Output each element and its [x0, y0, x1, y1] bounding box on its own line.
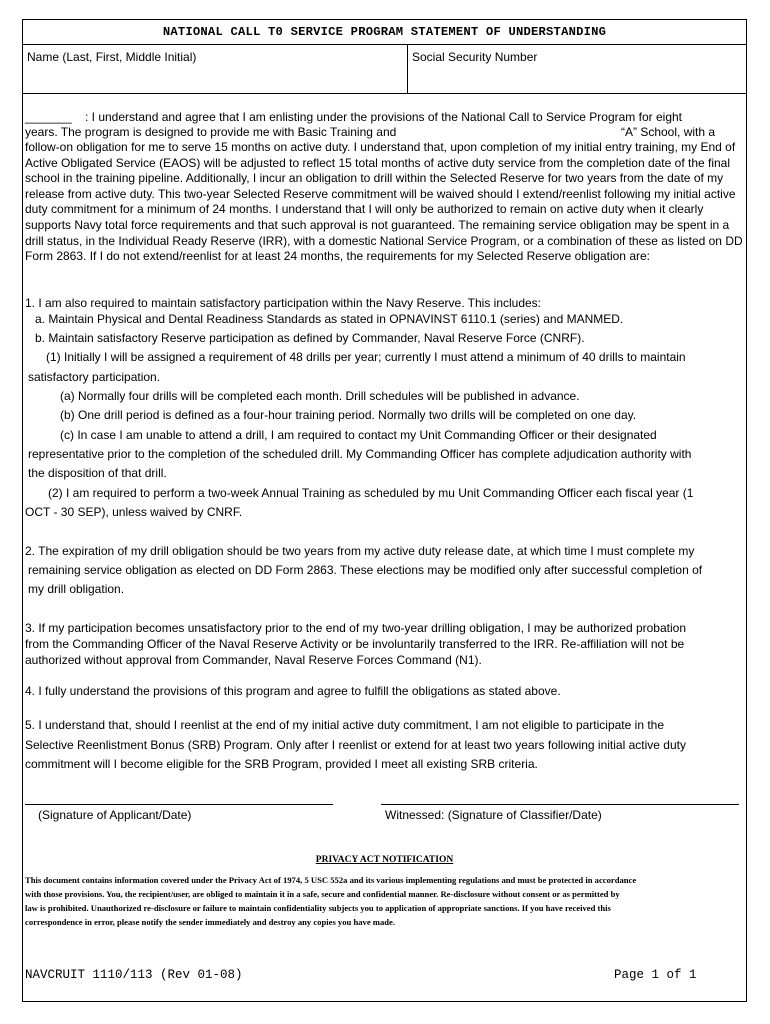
- form-number: NAVCRUIT 1110/113 (Rev 01-08): [25, 968, 243, 982]
- form-title: NATIONAL CALL T0 SERVICE PROGRAM STATEMENT OF UNDERSTANDING: [162, 25, 607, 39]
- header-divider: [22, 44, 747, 45]
- item-5-line1: 5. I understand that, should I reenlist at the end of my initial active duty commitment, I am not eligible to participate in the: [25, 718, 665, 732]
- name-field-label: Name (Last, First, Middle Initial): [27, 50, 197, 64]
- privacy-title: PRIVACY ACT NOTIFICATION: [315, 855, 454, 865]
- item-2-line2: remaining service obligation as elected on DD Form 2863. These elections may be modified only after successful completion of: [28, 563, 703, 577]
- item-1b1-line2: satisfactory participation.: [28, 370, 161, 384]
- intro-paragraph: follow-on obligation for me to serve 15 months on active duty. I understand that, upon completion of my initial entry training, my End of Active Obligated Service (EAOS) will be adjusted to reflect 15 total months of active duty service from the completion date of the final school in the training pipeline. Additionally, I incur an obligation to drill within the Selected Reserve for two years from the date of my release from active duty. This two-year Selected Reserve commitment will be waived should I extend/reenlist following my initial active duty commitment for a minimum of 24 months. I understand that I will only be authorized to remain on active duty when it clearly supports Navy total force requirements and that such approval is not guaranteed. The remaining service obligation may be spent in a drill status, in the Individual Ready Reserve (IRR), with a domestic National Service Program, or a combination of these as listed on DD Form 2863. If I do not extend/reenlist for at least 24 months, the requirements for my Selected Reserve obligation are:: [25, 140, 743, 264]
- item-3-line3: authorized without approval from Commander, Naval Reserve Forces Command (N1).: [25, 653, 482, 667]
- privacy-line-3: law is prohibited. Unauthorized re-disclosure or failure to maintain confidentiality subjects you to application of appropriate sanctions. If you have received this: [25, 903, 611, 913]
- page-number: Page 1 of 1: [614, 968, 697, 982]
- item-1b1c-line1: (c) In case I am unable to attend a drill, I am required to contact my Unit Commanding Officer or their designated: [60, 428, 657, 442]
- item-3-line1: 3. If my participation becomes unsatisfactory prior to the end of my two-year drilling obligation, I may be authorized probation: [25, 621, 687, 635]
- applicant-signature-label: (Signature of Applicant/Date): [38, 808, 192, 822]
- item-1b1a: (a) Normally four drills will be completed each month. Drill schedules will be published in advance.: [60, 389, 580, 403]
- privacy-line-2: with those provisions. You, the recipient/user, are obliged to maintain it in a safe, secure and confidential manner. Re-disclosure without consent or as permitted by: [25, 889, 620, 899]
- ssn-field-label: Social Security Number: [412, 50, 538, 64]
- item-1b: b. Maintain satisfactory Reserve participation as defined by Commander, Naval Reserve Force (CNRF).: [35, 331, 585, 345]
- intro-line-2a: years. The program is designed to provide me with Basic Training and: [25, 125, 397, 139]
- item-1: 1. I am also required to maintain satisfactory participation within the Navy Reserve. This includes:: [25, 296, 542, 310]
- applicant-signature-line[interactable]: [25, 804, 333, 805]
- item-5-line2: Selective Reenlistment Bonus (SRB) Program. Only after I reenlist or extend for at least two years following initial active duty: [25, 738, 686, 752]
- item-1b1-line1: (1) Initially I will be assigned a requirement of 48 drills per year; currently I must attend a minimum of 40 drills to maintain: [46, 350, 686, 364]
- item-1b1c-line3: the disposition of that drill.: [28, 466, 167, 480]
- witness-signature-label: Witnessed: (Signature of Classifier/Date): [385, 808, 602, 822]
- item-5-line3: commitment will I become eligible for the SRB Program, provided I meet all existing SRB criteria.: [25, 757, 538, 771]
- item-1b1b: (b) One drill period is defined as a four-hour training period. Normally two drills will be completed on one day.: [60, 408, 637, 422]
- item-1b2-line1: (2) I am required to perform a two-week Annual Training as scheduled by mu Unit Commanding Officer each fiscal year (1: [48, 486, 694, 500]
- item-1b1c-line2: representative prior to the completion of the scheduled drill. My Commanding Officer has complete adjudication authority with: [28, 447, 692, 461]
- privacy-body: [25, 873, 745, 929]
- item-1a: a. Maintain Physical and Dental Readiness Standards as stated in OPNAVINST 6110.1 (series) and MANMED.: [35, 312, 624, 326]
- item-1b2-line2: OCT - 30 SEP), unless waived by CNRF.: [25, 505, 243, 519]
- item-2-line1: 2. The expiration of my drill obligation should be two years from my active duty release date, at which time I must complete my: [25, 544, 695, 558]
- item-4: 4. I fully understand the provisions of this program and agree to fulfill the obligations as stated above.: [25, 684, 561, 698]
- privacy-line-1: This document contains information covered under the Privacy Act of 1974, 5 USC 552a and its various implementing regulations and must be protected in accordance: [25, 875, 637, 885]
- name-row-divider: [22, 93, 747, 94]
- initials-blank: _______: [25, 110, 72, 124]
- intro-line-1: : I understand and agree that I am enlisting under the provisions of the National Call to Service Program for eight: [85, 110, 682, 124]
- name-ssn-divider: [407, 44, 408, 93]
- privacy-line-4: correspondence in error, please notify the sender immediately and destroy any copies you have made.: [25, 917, 395, 927]
- item-2-line3: my drill obligation.: [28, 582, 125, 596]
- item-3-line2: from the Commanding Officer of the Naval Reserve Activity or be involuntarily transferred to the IRR. Re-affiliation will not be: [25, 637, 685, 651]
- witness-signature-line[interactable]: [381, 804, 739, 805]
- intro-line-2b: “A” School, with a: [621, 125, 716, 139]
